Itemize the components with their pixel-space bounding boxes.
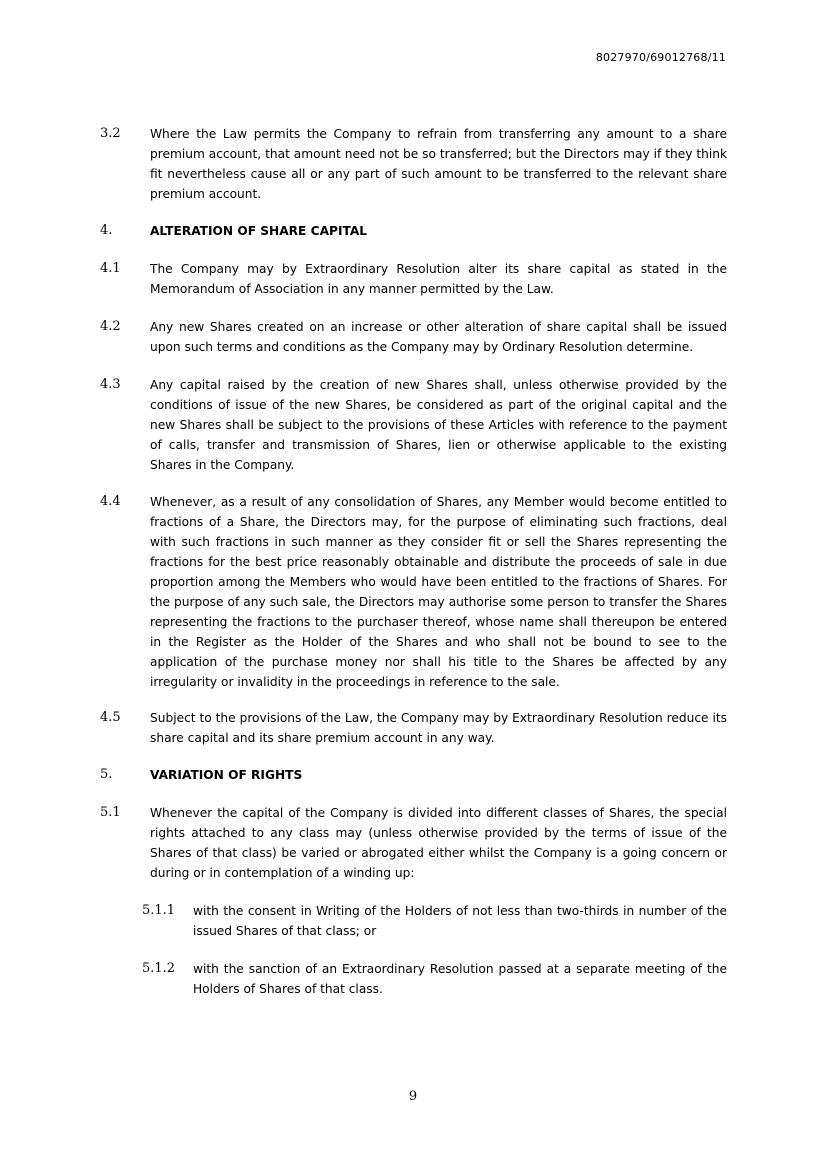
document-reference: 8027970/69012768/11	[595, 51, 726, 64]
clause-number-4-2: 4.2	[100, 319, 121, 334]
clause-number-4-5: 4.5	[100, 710, 121, 725]
clause-text-4-2: Any new Shares created on an increase or other alteration of share capital shall be issued upon such terms and conditions as the Company may by Ordinary Resolution determine.	[150, 320, 727, 354]
clause-text-5-1-2: with the sanction of an Extraordinary Resolution passed at a separate meeting of the Holders of Shares of that class.	[193, 962, 727, 996]
clause-number-5-1-1: 5.1.1	[142, 903, 176, 918]
section-heading-4: ALTERATION OF SHARE CAPITAL	[150, 224, 368, 238]
section-heading-5: VARIATION OF RIGHTS	[150, 768, 303, 782]
clause-number-4-1: 4.1	[100, 261, 121, 276]
clause-text-3-2: Where the Law permits the Company to refrain from transferring any amount to a share premium account, that amount need not be so transferred; but the Directors may if they think fit nevertheless cause all or any part of such amount to be transferred to the relevant share premium account.	[150, 127, 727, 201]
clause-text-4-5: Subject to the provisions of the Law, the Company may by Extraordinary Resolution reduce its share capital and its share premium account in any way.	[150, 711, 727, 745]
clause-number-5-1-2: 5.1.2	[142, 961, 176, 976]
clause-number-3-2: 3.2	[100, 126, 121, 141]
clause-text-4-3: Any capital raised by the creation of new Shares shall, unless otherwise provided by the conditions of issue of the new Shares, be considered as part of the original capital and the new Shares shall be subject to the provisions of these Articles with reference to the payment of calls, transfer and transmission of Shares, lien or otherwise applicable to the existing Shares in the Company.	[150, 378, 727, 472]
clause-number-4-3: 4.3	[100, 377, 121, 392]
clause-text-4-4: Whenever, as a result of any consolidation of Shares, any Member would become entitled to fractions of a Share, the Directors may, for the purpose of eliminating such fractions, deal with such fractions in such manner as they consider fit or sell the Shares representing the fractions for the best price reasonably obtainable and distribute the proceeds of sale in due proportion among the Members who would have been entitled to the fractions of Shares. For the purpose of any such sale, the Directors may authorise some person to transfer the Shares representing the fractions to the purchaser thereof, whose name shall thereupon be entered in the Register as the Holder of the Shares and who shall not be bound to see to the application of the purchase money nor shall his title to the Shares be affected by any irregularity or invalidity in the proceedings in reference to the sale.	[150, 495, 727, 689]
section-number-5: 5.	[100, 767, 113, 782]
clause-text-4-1: The Company may by Extraordinary Resolution alter its share capital as stated in the Memorandum of Association in any manner permitted by the Law.	[150, 262, 727, 296]
clause-text-5-1: Whenever the capital of the Company is divided into different classes of Shares, the special rights attached to any class may (unless otherwise provided by the terms of issue of the Shares of that class) be varied or abrogated either whilst the Company is a going concern or during or in contemplation of a winding up:	[150, 806, 727, 880]
section-number-4: 4.	[100, 223, 113, 238]
clause-number-4-4: 4.4	[100, 494, 121, 509]
clause-text-5-1-1: with the consent in Writing of the Holders of not less than two-thirds in number of the issued Shares of that class; or	[193, 904, 727, 938]
clause-number-5-1: 5.1	[100, 805, 121, 820]
page-number: 9	[408, 1089, 418, 1104]
